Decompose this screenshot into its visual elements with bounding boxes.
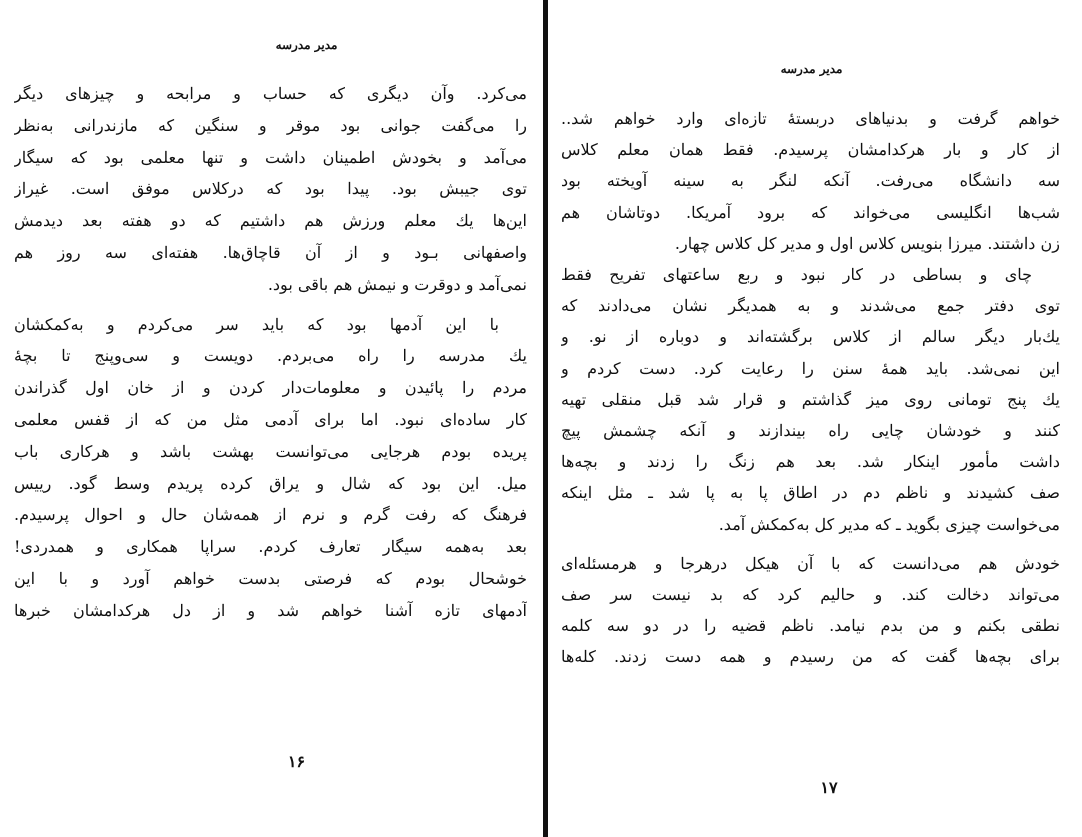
text-line: برای بچه‌ها گفت که من رسیدم و همه دست زدند. کله‌ها [561, 647, 1060, 667]
text-line: شب‌ها انگلیسی می‌خواند که برود آمریکا. دوتاشان هم [561, 202, 1060, 222]
text-line: نمی‌آمد و دوقرت و نیمش هم باقی بود. [267, 274, 527, 294]
text-line: فرهنگ که رفت گرم و نرم از همه‌شان حال و احوال پرسیدم. [14, 505, 527, 525]
text-line: یك پنج تومانی روی میز گذاشتم و قرار شد قبل منقلی تهیه [561, 389, 1060, 409]
text-line: میل. این بود که شال و یراق کرده پریدم وسط گود. رییس [14, 473, 527, 493]
text-line: می‌کرد. وآن دیگری که حساب و مرابحه و چیزهای دیگر [14, 84, 527, 103]
text-line: پریده بودم هرجایی می‌توانست بهشت باشد و هرکاری باب [14, 441, 527, 461]
paragraph [561, 259, 1060, 540]
text-line: نطقی بکنم و من بدم نیامد. ناظم قضیه را در دو سه کلمه [561, 616, 1060, 636]
text-line: مردم را پائیدن و معلومات‌دار کردن و از خان اول گذراندن [14, 378, 527, 398]
text-line: داشت مأمور اینکار شد. بعد هم زنگ را زدند و بچه‌ها [561, 452, 1060, 472]
text-line: خوشحال بودم که فرصتی بدست خواهم آورد و با این [14, 568, 527, 588]
text-line: خودش هم می‌دانست که با آن هیکل درهرجا و هرمسئله‌ای [561, 553, 1060, 573]
spine-divider [543, 0, 548, 837]
page-number: ۱۶ [287, 752, 306, 771]
text-line: بعد به‌همه سیگار تعارف کردم. سراپا همکاری و همدردی! [14, 537, 527, 557]
paragraph [561, 548, 1060, 673]
text-line: می‌تواند دخالت کند. و حالیم کرد که بد نیست سر صف [561, 585, 1060, 605]
text-line: سه دانشگاه می‌رفت. آنکه لنگر به سینه آویخته بود [561, 171, 1060, 191]
text-line: می‌آمد و بخودش اطمینان داشت و تنها معلمی بود که سیگار [14, 147, 527, 167]
text-line: با این آدمها بود که باید سر می‌کردم و به‌کمکشان [14, 314, 499, 334]
body-text [561, 103, 1060, 673]
text-line: این نمی‌شد. باید همهٔ سنن را رعایت کرد. دست کردم و [561, 358, 1060, 378]
text-line: چای و بساطی در کار نبود و ربع ساعتهای تفریح فقط [561, 265, 1032, 285]
text-line: را می‌گفت جوانی بود موقر و سنگین که مازندرانی به‌نظر [14, 115, 527, 135]
text-line: توی دفتر جمع می‌شدند و به همدیگر نشان می‌دادند که [561, 296, 1060, 316]
running-head: مدیر مدرسه [780, 62, 843, 76]
body-text [14, 78, 527, 627]
text-line: کنند و خودشان چایی راه بیندازند و آنکه چشمش پیچ [561, 421, 1060, 441]
running-head: مدیر مدرسه [275, 38, 338, 52]
text-line: این‌ها یك معلم ورزش هم داشتیم که دو هفته بعد دیدمش [14, 211, 527, 231]
paragraph [14, 309, 527, 627]
page-number: ۱۷ [820, 778, 838, 797]
text-line: کار ساده‌ای نبود. اما برای آدمی مثل من که از قفس معلمی [14, 409, 527, 429]
text-line: می‌خواست چیزی بگوید ـ که مدیر کل به‌کمکش آمد. [718, 514, 1060, 534]
text-line: یك مدرسه را راه می‌بردم. دویست و سی‌و‌پنج تا بچهٔ [14, 346, 527, 366]
right-page [551, 0, 1082, 837]
text-line: خواهم گرفت و بدنیاهای دربستهٔ تازه‌ای وارد خواهم شد.. [561, 109, 1060, 128]
text-line: صف کشیدند و ناظم دم در اطاق پا به پا شد ـ مثل اینکه [561, 483, 1060, 503]
text-line: توی جیبش بود. پیدا بود که درکلاس موفق است. غیراز [14, 179, 527, 199]
text-line: واصفهانی بـود و از آن قاچاق‌ها. هفته‌ای سه روز هم [14, 242, 527, 262]
text-line: یك‌بار دیگر سالم از کلاس برگشته‌اند و دوباره از نو. و [561, 327, 1060, 347]
text-line: آدمهای تازه آشنا خواهم شد و از دل هرکدامشان خبرها [14, 600, 527, 620]
paragraph [561, 103, 1060, 259]
paragraph [14, 78, 527, 301]
text-line: از کار و بار هرکدامشان پرسیدم. فقط همان معلم کلاس [561, 140, 1060, 160]
text-line: زن داشتند. میرزا بنویس کلاس اول و مدیر کل کلاس چهار. [674, 233, 1060, 253]
